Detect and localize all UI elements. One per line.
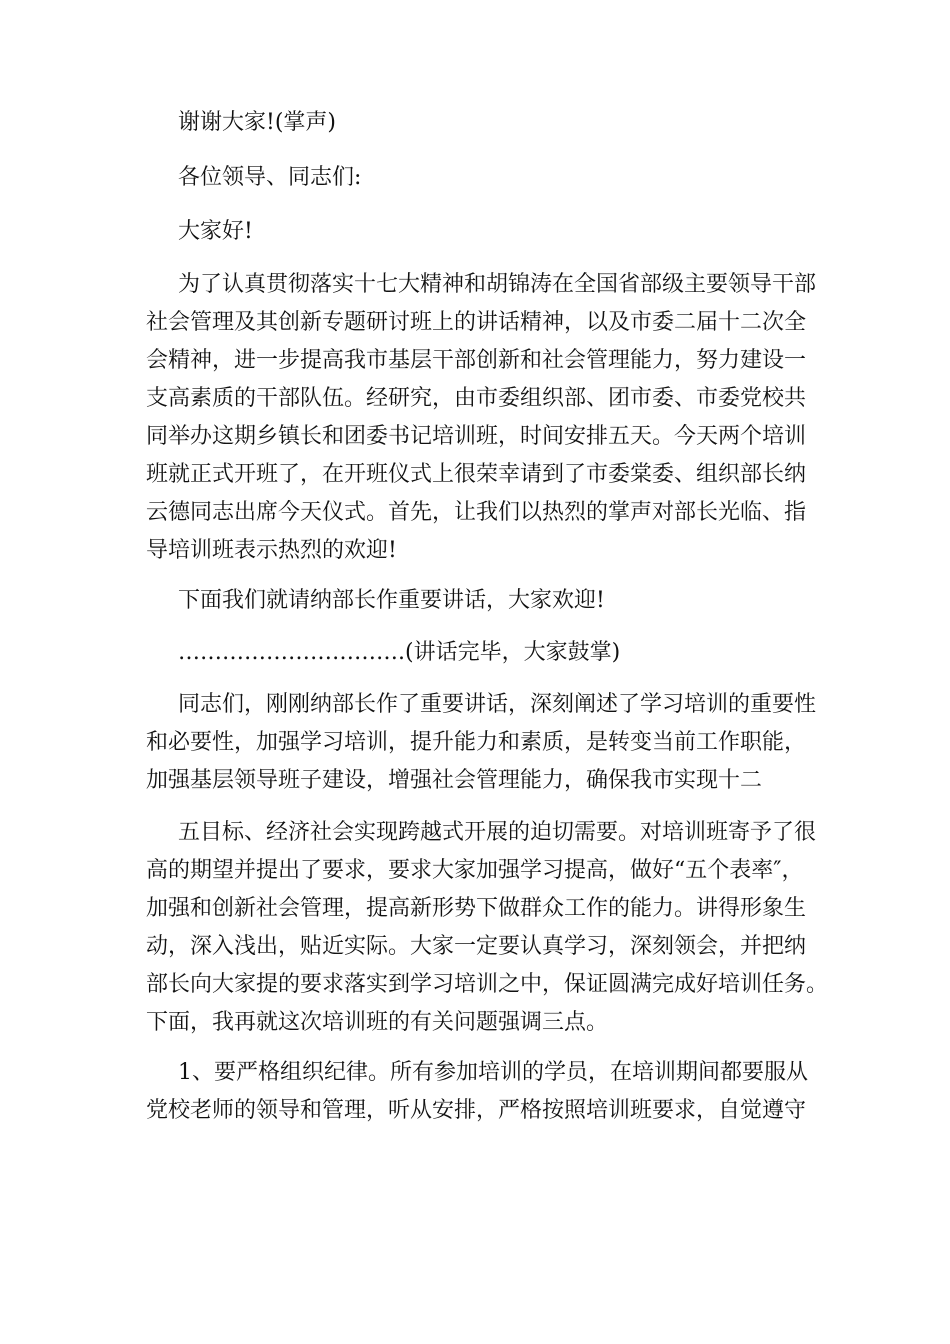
text-line: 加强基层领导班子建设，增强社会管理能力，确保我市实现十二 [146, 768, 763, 793]
text-line: 支高素质的干部队伍。经研究，由市委组织部、团市委、市委党校共 [146, 386, 807, 411]
paragraph-hello [146, 213, 810, 251]
text-line: 和必要性，加强学习培训，提升能力和素质，是转变当前工作职能， [146, 730, 807, 755]
text-line: 同举办这期乡镇长和团委书记培训班，时间安排五天。今天两个培训 [146, 424, 807, 449]
text-line: 大家好! [178, 219, 253, 244]
text-line: 高的期望并提出了要求，要求大家加强学习提高，做好“五个表率″， [146, 858, 804, 883]
text-line: 下面，我再就这次培训班的有关问题强调三点。 [146, 1010, 609, 1035]
text-line: 云德同志出席今天仪式。首先，让我们以热烈的掌声对部长光临、指 [146, 500, 807, 525]
paragraph-speech-end [146, 634, 810, 672]
paragraph-invite-speech [146, 582, 810, 620]
paragraph-greeting-leaders [146, 159, 810, 197]
text-line: 导培训班表示热烈的欢迎! [146, 538, 397, 563]
text-line: 五目标、经济社会实现跨越式开展的迫切需要。对培训班寄予了很 [178, 820, 817, 845]
paragraph-comrades [146, 686, 817, 800]
text-line: 班就正式开班了，在开班仪式上很荣幸请到了市委棠委、组织部长纳 [146, 462, 807, 487]
text-line: 会精神，进一步提高我市基层干部创新和社会管理能力，努力建设一 [146, 348, 807, 373]
text-line: ………………………….(讲话完毕，大家鼓掌) [178, 640, 621, 665]
text-line: 1、要严格组织纪律。所有参加培训的学员，在培训期间都要服从 [178, 1060, 808, 1085]
paragraph-thanks [146, 104, 810, 142]
text-line: 动，深入浅出，贴近实际。大家一定要认真学习，深刻领会，并把纳 [146, 934, 807, 959]
text-line: 社会管理及其创新专题研讨班上的讲话精神，以及市委二届十二次全 [146, 310, 807, 335]
text-line: 谢谢大家!(掌声) [178, 110, 337, 135]
text-line: 同志们，刚刚纳部长作了重要讲话，深刻阐述了学习培训的重要性 [178, 692, 817, 717]
text-line: 下面我们就请纳部长作重要讲话，大家欢迎! [178, 588, 605, 613]
document-body [146, 104, 829, 1130]
paragraph-point-one [146, 1054, 810, 1130]
text-line: 加强和创新社会管理，提高新形势下做群众工作的能力。讲得形象生 [146, 896, 807, 921]
paragraph-intro [146, 266, 817, 570]
text-line: 部长向大家提的要求落实到学习培训之中，保证圆满完成好培训任务。 [146, 972, 829, 997]
text-line: 党校老师的领导和管理，听从安排，严格按照培训班要求，自觉遵守 [146, 1098, 807, 1123]
text-line: 为了认真贯彻落实十七大精神和胡锦涛在全国省部级主要领导干部 [178, 272, 817, 297]
paragraph-goals [146, 814, 829, 1042]
text-line: 各位领导、同志们: [178, 165, 362, 190]
